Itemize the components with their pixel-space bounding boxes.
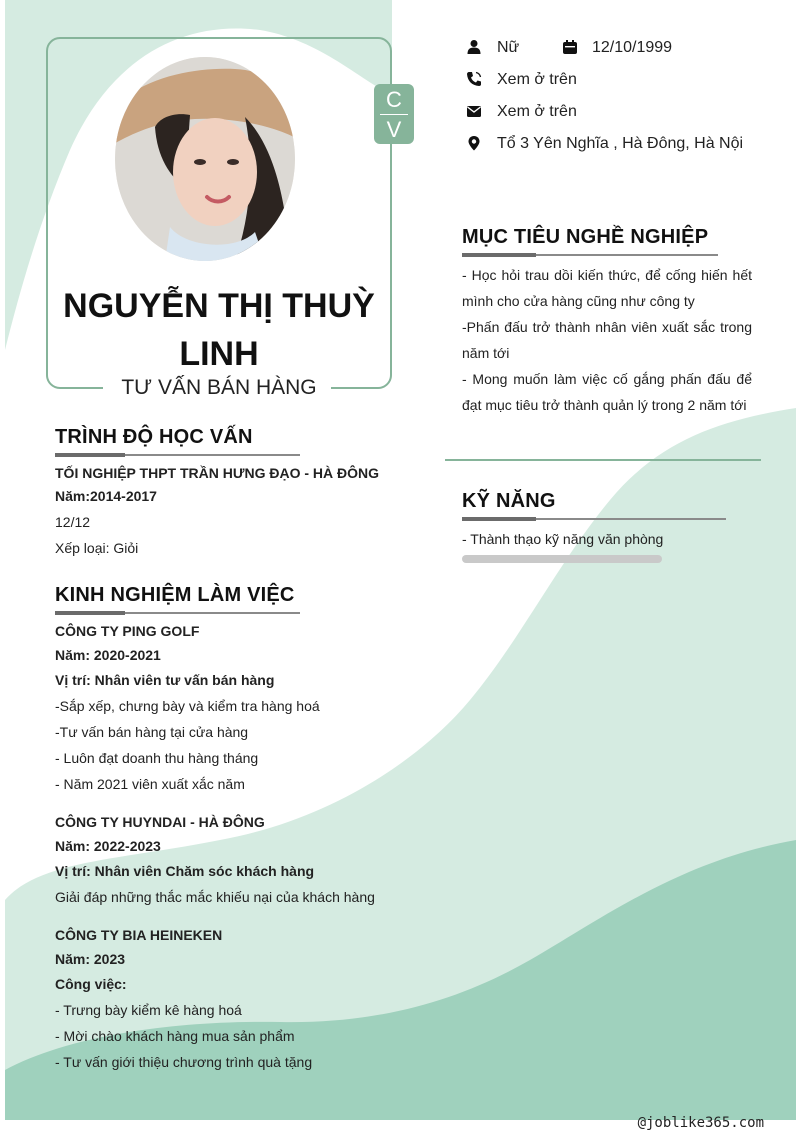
education-school: TỐI NGHIỆP THPT TRẦN HƯNG ĐẠO - HÀ ĐÔNG	[55, 465, 380, 481]
calendar-icon	[562, 39, 578, 55]
experience-title: KINH NGHIỆM LÀM VIỆC	[55, 584, 295, 606]
job-3-company: CÔNG TY BIA HEINEKEN	[55, 927, 223, 943]
candidate-name: NGUYỄN THỊ THUỲ LINH	[63, 287, 375, 373]
job-1-year: Năm: 2020-2021	[55, 647, 161, 663]
job-3-detail: - Mời chào khách hàng mua sản phẩm	[55, 1028, 295, 1044]
phone-value: Xem ở trên	[497, 71, 577, 88]
candidate-role: TƯ VẤN BÁN HÀNG	[121, 376, 317, 399]
address-value: Tổ 3 Yên Nghĩa , Hà Đông, Hà Nội	[497, 135, 744, 152]
section-divider	[445, 459, 761, 461]
education-underline-accent	[55, 453, 125, 457]
job-3-detail: - Tư vấn giới thiệu chương trình quà tặng	[55, 1054, 313, 1070]
job-3-year: Năm: 2023	[55, 951, 126, 967]
education-title: TRÌNH ĐỘ HỌC VẤN	[55, 426, 253, 448]
profile-photo	[115, 57, 295, 261]
objective-line-2: -Phấn đấu trở thành nhân viên xuất sắc trong năm tới	[462, 319, 752, 361]
job-1-detail: - Luôn đạt doanh thu hàng tháng	[55, 750, 259, 766]
objective-underline-accent	[462, 253, 536, 257]
job-1-company: CÔNG TY PING GOLF	[55, 623, 200, 639]
job-1-detail: -Sắp xếp, chưng bày và kiểm tra hàng hoá	[55, 698, 320, 714]
job-1-detail: - Năm 2021 viên xuất xắc năm	[55, 776, 245, 792]
education-years: Năm:2014-2017	[55, 488, 157, 504]
cv-badge	[374, 84, 414, 144]
job-3-position: Công việc:	[55, 976, 127, 992]
location-icon	[466, 135, 482, 151]
footer-watermark[interactable]: @joblike365.com	[637, 1115, 764, 1131]
phone-icon	[466, 71, 482, 87]
cv-badge-top: C	[386, 87, 402, 112]
gender-value: Nữ	[497, 39, 520, 56]
email-value: Xem ở trên	[497, 103, 577, 120]
job-2-company: CÔNG TY HUYNDAI - HÀ ĐÔNG	[55, 814, 265, 830]
job-2-position: Vị trí: Nhân viên Chăm sóc khách hàng	[55, 863, 315, 879]
cv-badge-divider	[380, 114, 408, 115]
objective-line-3: - Mong muốn làm việc cố gắng phấn đấu để đạt mục tiêu trở thành quản lý trong 2 năm tới	[462, 371, 752, 413]
job-2-detail: Giải đáp những thắc mắc khiếu nại của khách hàng	[55, 889, 375, 905]
job-2-year: Năm: 2022-2023	[55, 838, 161, 854]
education-rank: Xếp loại: Giỏi	[55, 540, 139, 556]
job-3-detail: - Trưng bày kiểm kê hàng hoá	[55, 1002, 242, 1018]
skill-progress-bar	[462, 555, 662, 563]
education-grade: 12/12	[55, 514, 91, 530]
skills-title: KỸ NĂNG	[462, 490, 556, 512]
birthdate-value: 12/10/1999	[592, 39, 673, 56]
user-icon	[466, 39, 482, 55]
mail-icon	[466, 103, 482, 119]
cv-badge-bottom: V	[386, 117, 402, 142]
experience-underline-accent	[55, 611, 125, 615]
objective-title: MỤC TIÊU NGHỀ NGHIỆP	[462, 226, 709, 248]
job-1-detail: -Tư vấn bán hàng tại cửa hàng	[55, 724, 249, 740]
objective-line-1: - Học hỏi trau dồi kiến thức, để cống hiến hết mình cho cửa hàng cũng như công ty	[462, 267, 752, 309]
skills-underline-accent	[462, 517, 536, 521]
job-1-position: Vị trí: Nhân viên tư vấn bán hàng	[55, 672, 275, 688]
skill-label: - Thành thạo kỹ năng văn phòng	[462, 531, 664, 547]
